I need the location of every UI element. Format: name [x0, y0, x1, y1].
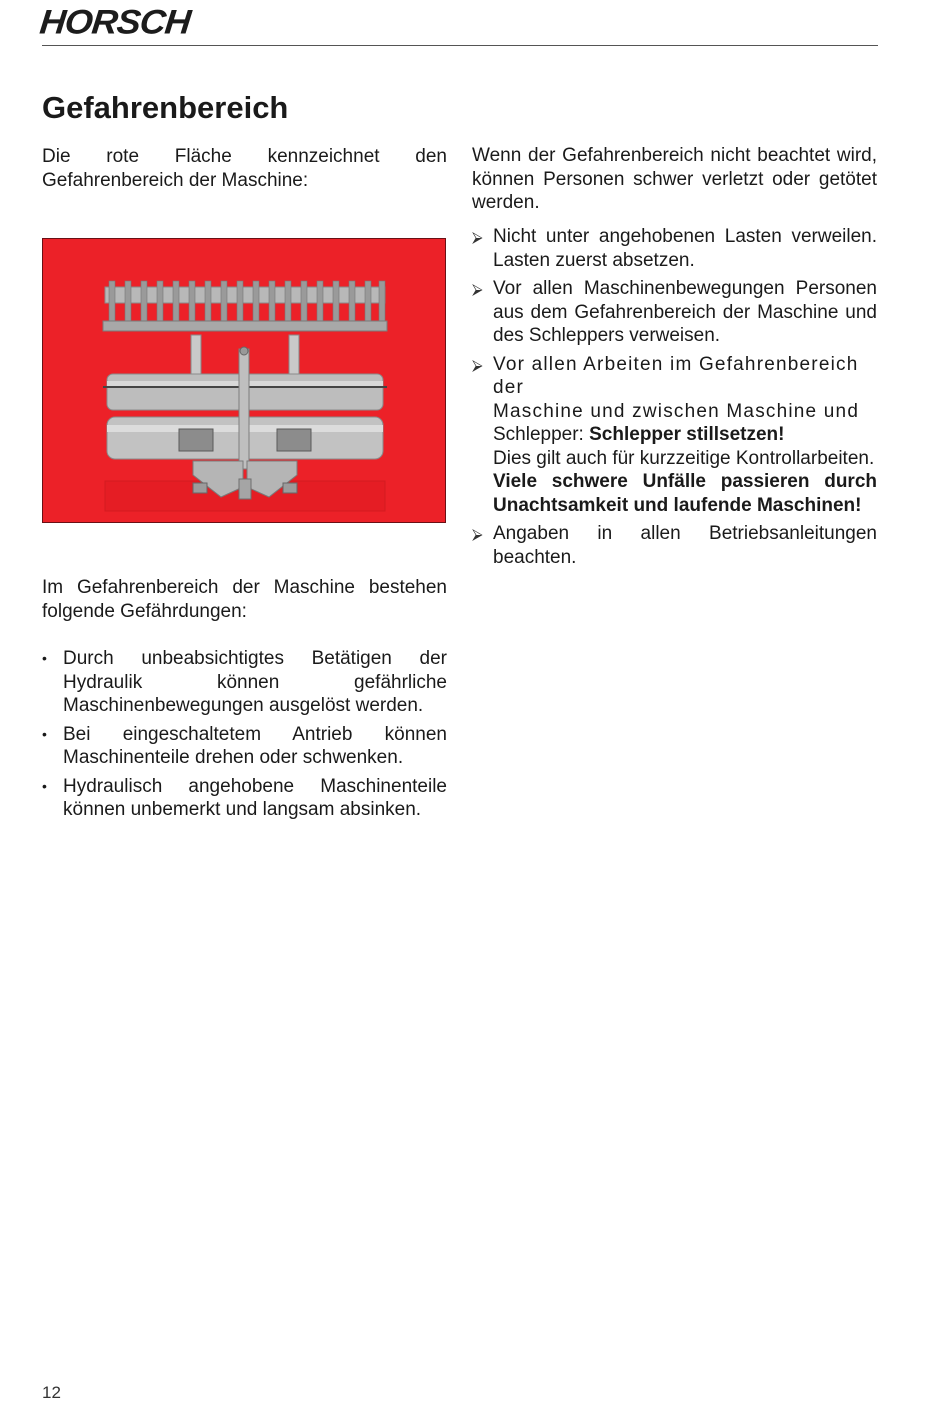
- arrow-bullet-icon: ⮚: [472, 526, 483, 543]
- list-item: ⮚ Vor allen Maschinenbewegungen Personen aus dem Gefahrenbereich der Maschine und des Schleppers verweisen.: [472, 278, 877, 346]
- list-item: • Durch unbeabsichtigtes Betätigen der Hydraulik können gefährliche Maschinenbewegungen ausgelöst werden.: [42, 648, 447, 716]
- stop-tractor-text: Schlepper stillsetzen!: [589, 424, 785, 445]
- instruction-line: Vor allen Arbeiten im Gefahrenbereich der: [493, 353, 859, 398]
- instruction-line: Dies gilt auch für kurzzeitige Kontrollarbeiten.: [493, 447, 875, 469]
- list-item: [472, 353, 877, 518]
- arrow-bullet-icon: ⮚: [472, 356, 483, 374]
- machine-illustration: [43, 239, 447, 524]
- list-item: • Bei eingeschaltetem Antrieb können Maschinenteile drehen oder schwenken.: [42, 723, 447, 768]
- bullet-icon: •: [42, 650, 47, 666]
- accident-warning-text: Viele schwere Unfälle passieren durch Unachtsamkeit und laufende Maschinen!: [493, 471, 877, 516]
- bullet-icon: •: [42, 777, 47, 794]
- bullet-icon: •: [42, 725, 47, 742]
- list-item: • Hydraulisch angehobene Maschinenteile können unbemerkt und langsam absinken.: [42, 775, 447, 820]
- list-item: ⮚ Nicht unter angehobenen Lasten verweilen. Lasten zuerst absetzen.: [472, 226, 877, 271]
- instructions-list: [472, 225, 877, 574]
- page-number: 12: [42, 1383, 61, 1402]
- warning-intro-text: Wenn der Gefahrenbereich nicht beachtet wird, können Personen schwer verletzt oder getötet werden.: [472, 145, 877, 213]
- list-item: ⮚ Angaben in allen Betriebsanleitungen beachten.: [472, 523, 877, 568]
- instruction-line: Schlepper: Schlepper stillsetzen!: [493, 424, 785, 445]
- instruction-line: Maschine und zwischen Maschine und: [493, 400, 860, 422]
- horsch-logo: HORSCH: [37, 2, 193, 41]
- header-divider: [42, 45, 878, 46]
- page-title: Gefahrenbereich: [42, 90, 289, 125]
- danger-zone-figure: [42, 238, 446, 523]
- hazards-intro-text: Im Gefahrenbereich der Maschine bestehen folgende Gefährdungen:: [42, 577, 447, 622]
- arrow-bullet-icon: ⮚: [472, 281, 483, 298]
- arrow-bullet-icon: ⮚: [472, 229, 483, 246]
- figure-intro-text: Die rote Fläche kennzeichnet den Gefahrenbereich der Maschine:: [42, 146, 447, 191]
- hazards-list: [42, 647, 447, 827]
